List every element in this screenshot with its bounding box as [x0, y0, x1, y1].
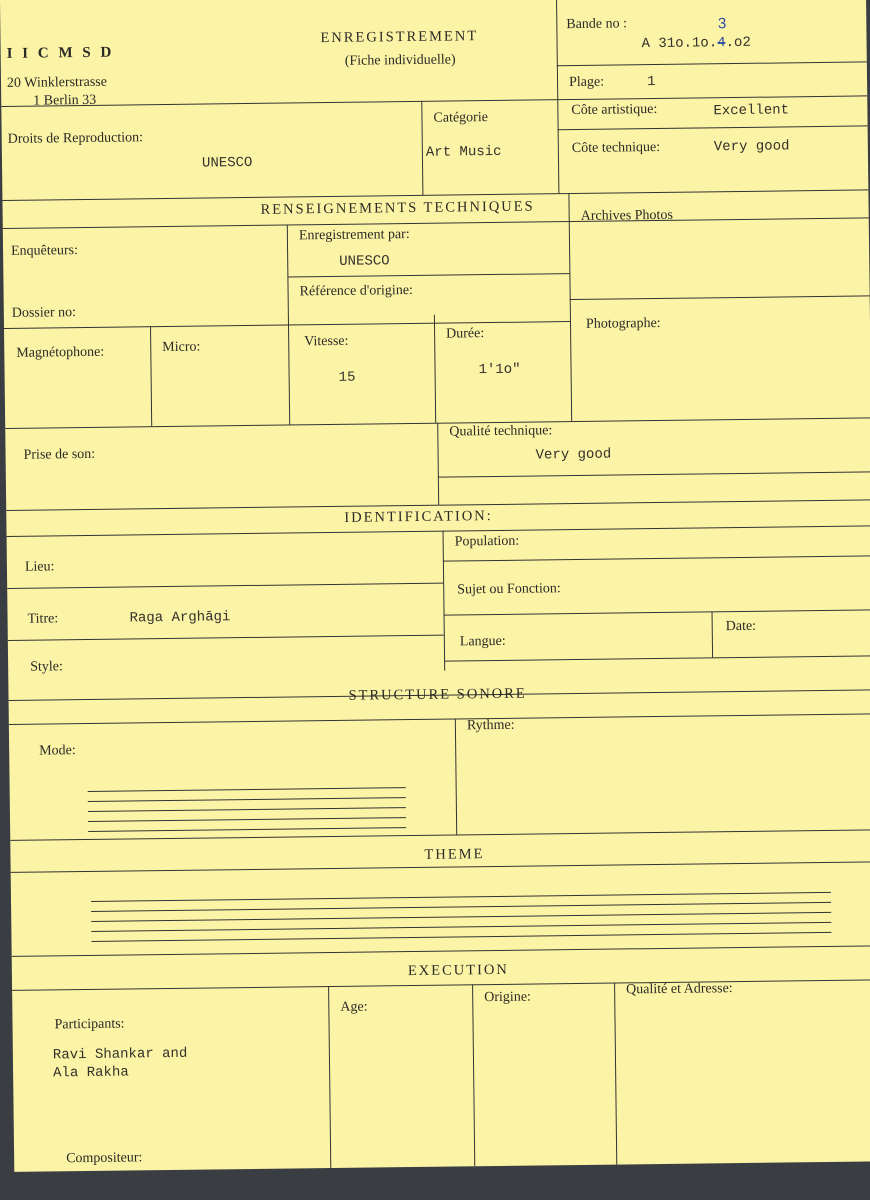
qualite-adresse-label: Qualité et Adresse:	[626, 981, 733, 998]
rule	[614, 983, 618, 1165]
mode-staff-line	[88, 797, 406, 802]
theme-staff-line	[91, 892, 831, 902]
mode-staff-line	[88, 807, 406, 812]
rule	[437, 423, 439, 505]
droits-label: Droits de Reproduction:	[7, 130, 144, 147]
rule	[570, 295, 870, 300]
cote-artistique-label: Côte artistique:	[571, 101, 658, 119]
categorie-value: Art Music	[425, 143, 502, 161]
plage-label: Plage:	[568, 74, 605, 91]
bande-struck-digit: 4 3	[717, 15, 727, 52]
langue-label: Langue:	[459, 633, 506, 650]
address-line-2: 1 Berlin 33	[33, 92, 97, 109]
rule	[557, 61, 867, 66]
technical-heading: RENSEIGNEMENTS TECHNIQUES	[260, 198, 535, 218]
origine-label: Origine:	[484, 989, 531, 1006]
rythme-label: Rythme:	[466, 717, 515, 734]
qualite-technique-value: Very good	[535, 446, 612, 464]
dossier-label: Dossier no:	[11, 305, 77, 321]
compositeur-label: Compositeur:	[66, 1150, 143, 1167]
rule	[328, 986, 332, 1168]
reference-label: Référence d'origine:	[299, 282, 413, 300]
enregistrement-label: Enregistrement par:	[298, 227, 410, 244]
style-label: Style:	[30, 659, 63, 675]
rule	[438, 471, 870, 478]
identification-heading: IDENTIFICATION:	[344, 508, 493, 526]
archives-label: Archives Photos	[580, 207, 673, 224]
bande-number	[641, 15, 751, 53]
photographe-label: Photographe:	[585, 315, 661, 332]
qualite-technique-label: Qualité technique:	[449, 423, 553, 440]
cote-technique-value: Very good	[713, 138, 790, 156]
mode-staff-line	[88, 827, 406, 832]
rule	[150, 326, 153, 426]
rule	[287, 273, 569, 278]
mode-staff-line	[88, 817, 406, 822]
rule	[568, 193, 572, 421]
structure-heading: STRUCTURE SONORE	[348, 685, 527, 704]
theme-staff-line	[92, 932, 832, 942]
rule	[444, 609, 870, 616]
address-line-1: 20 Winklerstrasse	[6, 74, 107, 91]
vitesse-label: Vitesse:	[304, 333, 349, 350]
mode-staff-line	[88, 787, 406, 792]
duree-value: 1'1o"	[478, 361, 521, 379]
rule	[9, 713, 870, 725]
participants-line-2: Ala Rakha	[53, 1064, 129, 1082]
form-subtitle: (Fiche individuelle)	[344, 52, 456, 69]
vitesse-value: 15	[338, 369, 356, 386]
theme-staff-line	[91, 902, 831, 912]
rule	[443, 531, 446, 671]
bande-suffix: .o2	[725, 34, 751, 52]
rule	[12, 979, 870, 991]
cote-technique-label: Côte technique:	[571, 139, 661, 157]
bande-label: Bande no :	[566, 16, 628, 33]
cote-artistique-value: Excellent	[713, 102, 790, 120]
theme-heading: THEME	[424, 846, 485, 863]
categorie-label: Catégorie	[433, 110, 488, 126]
rule	[444, 655, 870, 662]
header-right-divider	[556, 0, 560, 193]
rule	[558, 125, 868, 130]
magnetophone-label: Magnétophone:	[16, 344, 105, 361]
participants-line-1: Ravi Shankar and	[52, 1045, 188, 1064]
rule	[455, 718, 458, 834]
age-label: Age:	[340, 999, 368, 1015]
rule	[712, 611, 714, 657]
form-title: ENREGISTREMENT	[320, 28, 479, 47]
population-label: Population:	[454, 533, 520, 550]
mode-label: Mode:	[39, 743, 76, 759]
titre-label: Titre:	[27, 611, 59, 627]
titre-value: Raga Arghāgi	[129, 609, 231, 627]
rule	[7, 525, 870, 537]
micro-label: Micro:	[162, 339, 201, 356]
sujet-label: Sujet ou Fonction:	[457, 581, 561, 598]
rule	[7, 583, 443, 590]
rule	[443, 555, 870, 562]
lieu-label: Lieu:	[24, 559, 55, 575]
plage-value: 1	[646, 73, 656, 91]
execution-heading: EXECUTION	[407, 961, 509, 980]
theme-staff-line	[91, 922, 831, 932]
enregistrement-value: UNESCO	[339, 253, 390, 270]
rule	[434, 315, 437, 423]
droits-value: UNESCO	[201, 154, 253, 172]
rule	[472, 984, 476, 1166]
prise-de-son-label: Prise de son:	[23, 446, 96, 463]
participants-label: Participants:	[54, 1016, 125, 1033]
rule	[12, 945, 870, 957]
date-label: Date:	[725, 618, 757, 635]
institute-name: I I C M S D	[6, 44, 115, 62]
theme-staff-line	[91, 912, 831, 922]
rule	[3, 217, 869, 229]
duree-label: Durée:	[446, 326, 485, 342]
bande-correction: 3	[717, 15, 727, 33]
bande-value: A 31o.1o.	[641, 35, 718, 53]
rule	[421, 101, 423, 195]
enqueteurs-label: Enquêteurs:	[10, 243, 79, 259]
rule	[8, 635, 444, 642]
